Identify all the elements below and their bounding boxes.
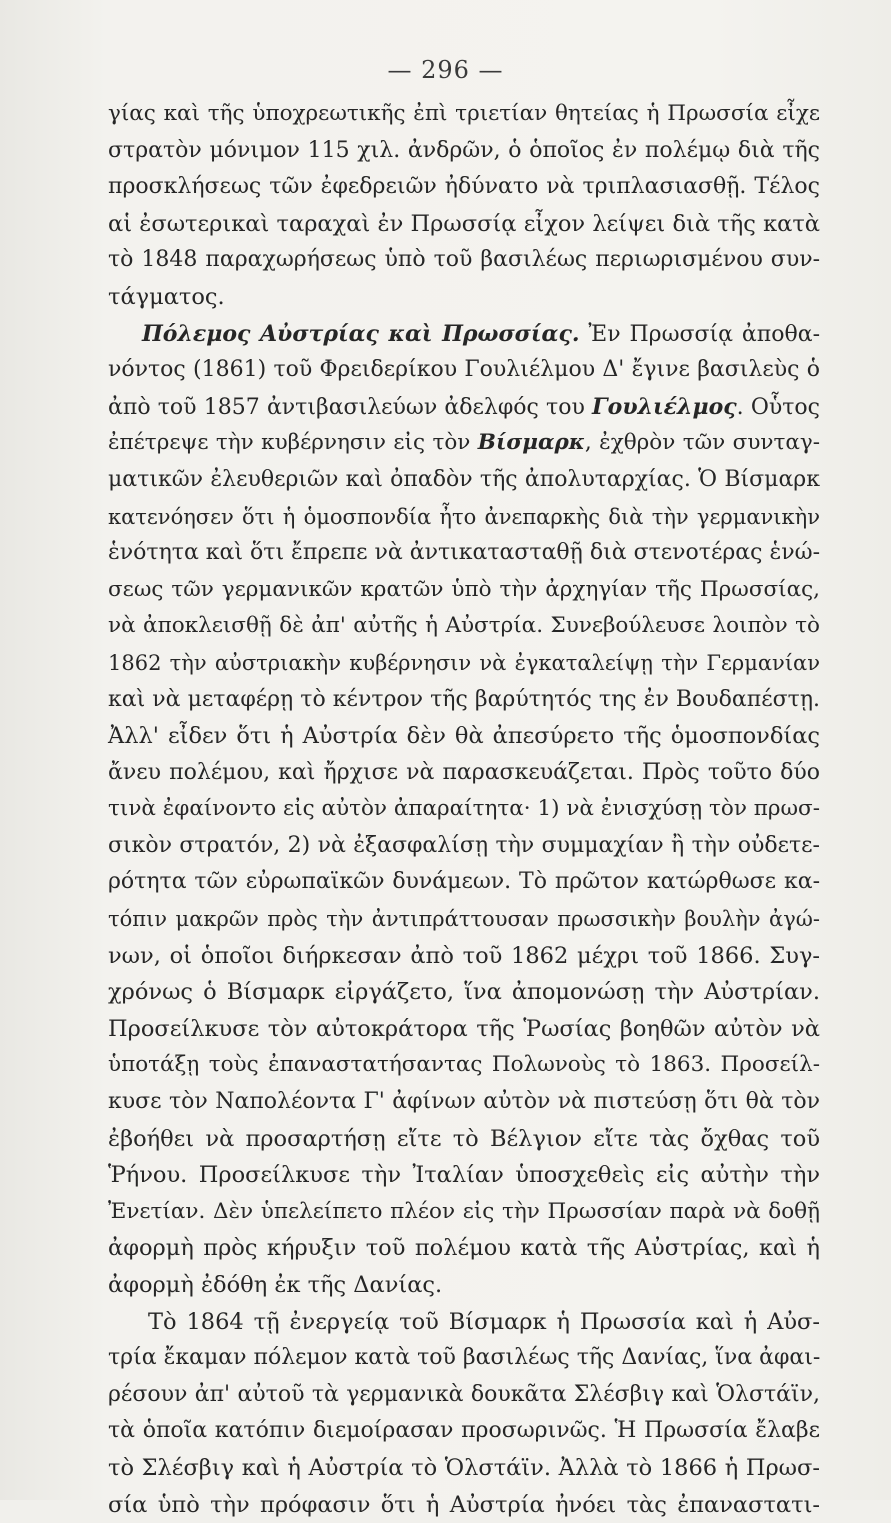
text-line: σεως τῶν γερμανικῶν κρατῶν ὑπὸ τὴν ἀρχηγίαν τῆς Πρωσσίας, bbox=[108, 576, 820, 602]
text-line: ρέσουν ἀπ' αὐτοῦ τὰ γερμανικὰ δουκᾶτα Σλέσβιγ καὶ Ὁλστάϊν, bbox=[108, 1381, 820, 1407]
text-line: τὸ 1848 παραχωρήσεως ὑπὸ τοῦ βασιλέως περιωρισμένου συν- bbox=[108, 247, 820, 273]
text-line: κυσε τὸν Ναπολέοντα Γ' ἀφίνων αὐτὸν νὰ πιστεύσῃ ὅτι θὰ τὸν bbox=[108, 1089, 820, 1115]
text-line: Ἐνετίαν. Δὲν ὑπελείπετο πλέον εἰς τὴν Πρωσσίαν παρὰ νὰ δοθῇ bbox=[108, 1198, 820, 1224]
text-line: καὶ νὰ μεταφέρῃ τὸ κέντρον τῆς βαρύτητός της ἐν Βουδαπέστῃ. bbox=[108, 686, 820, 712]
text-line: τάγματος. bbox=[108, 283, 225, 310]
page-number: — 296 — bbox=[387, 56, 504, 84]
text-line: ρότητα τῶν εὐρωπαϊκῶν δυνάμεων. Τὸ πρῶτον κατώρθωσε κα- bbox=[108, 869, 820, 895]
text-line: τρία ἔκαμαν πόλεμον κατὰ τοῦ βασιλέως τῆς Δανίας, ἵνα ἀφαι- bbox=[108, 1345, 821, 1371]
text-line: τόπιν μακρῶν πρὸς τὴν ἀντιπράττουσαν πρωσσικὴν βουλὴν ἀγώ- bbox=[108, 907, 820, 932]
text-line: 1862 τὴν αὐστριακὴν κυβέρνησιν νὰ ἐγκαταλείψῃ τὴν Γερμανίαν bbox=[108, 650, 820, 675]
text-line bbox=[108, 389, 820, 426]
text-line bbox=[108, 316, 820, 353]
text-line: τὸ Σλέσβιγ καὶ ἡ Αὐστρία τὸ Ὁλστάϊν. Ἀλλὰ τὸ 1866 ἡ Πρωσ- bbox=[108, 1454, 820, 1481]
text-run: Ἐν Πρωσσίᾳ ἀποθα- bbox=[579, 321, 821, 347]
text-line bbox=[108, 425, 820, 462]
text-line: αἱ ἐσωτερικαὶ ταραχαὶ ἐν Πρωσσίᾳ εἶχον λείψει διὰ τῆς κατὰ bbox=[108, 210, 820, 237]
text-line: κατενόησεν ὅτι ἡ ὁμοσπονδία ἦτο ἀνεπαρκὴς διὰ τὴν γερμανικὴν bbox=[108, 504, 820, 529]
text-line: ὑποτάξῃ τοὺς ἐπαναστατήσαντας Πολωνοὺς τὸ 1863. Προσείλ- bbox=[108, 1052, 820, 1078]
body-text bbox=[108, 96, 820, 1523]
text-line: Ἀλλ' εἶδεν ὅτι ἡ Αὐστρία δὲν θὰ ἀπεσύρετο τῆς ὁμοσπονδίας bbox=[108, 723, 820, 750]
text-line: σία ὑπὸ τὴν πρόφασιν ὅτι ἡ Αὐστρία ἠνόει τὰς ἐπαναστατι- bbox=[108, 1491, 820, 1518]
text-line: στρατὸν μόνιμον 115 χιλ. ἀνδρῶν, ὁ ὁποῖος ἐν πολέμῳ διὰ τῆς bbox=[108, 137, 820, 163]
text-line: Προσείλκυσε τὸν αὐτοκράτορα τῆς Ῥωσίας βοηθῶν αὐτὸν νὰ bbox=[108, 1015, 820, 1042]
text-line: ἀφορμὴ πρὸς κήρυξιν τοῦ πολέμου κατὰ τῆς Αὐστρίας, καὶ ἡ bbox=[108, 1235, 820, 1262]
text-line: τινὰ ἐφαίνοντο εἰς αὐτὸν ἀπαραίτητα· 1) νὰ ἐνισχύσῃ τὸν πρωσ- bbox=[108, 796, 820, 822]
emphasized-name: Γουλιέλμος bbox=[592, 393, 737, 420]
text-line: τὰ ὁποῖα κατόπιν διεμοίρασαν προσωρινῶς. Ἡ Πρωσσία ἔλαβε bbox=[108, 1418, 820, 1444]
text-run: ἐπέτρεψε τὴν κυβέρνησιν εἰς τὸν bbox=[108, 430, 478, 456]
emphasized-name: Βίσμαρκ bbox=[477, 430, 585, 456]
text-line: ματικῶν ἐλευθεριῶν καὶ ὀπαδὸν τῆς ἀπολυταρχίας. Ὁ Βίσμαρκ bbox=[108, 466, 820, 492]
text-line: Ῥήνου. Προσείλκυσε τὴν Ἰταλίαν ὑποσχεθεὶς εἰς αὐτὴν τὴν bbox=[108, 1162, 820, 1189]
text-line: χρόνως ὁ Βίσμαρκ εἰργάζετο, ἵνα ἀπομονώσῃ τὴν Αὐστρίαν. bbox=[108, 979, 820, 1006]
text-line: νων, οἱ ὁποῖοι διήρκεσαν ἀπὸ τοῦ 1862 μέχρι τοῦ 1866. Συγ- bbox=[108, 942, 820, 969]
text-line: ἄνευ πολέμου, καὶ ἤρχισε νὰ παρασκευάζεται. Πρὸς τοῦτο δύο bbox=[108, 759, 820, 785]
text-run: . Οὗτος bbox=[736, 394, 820, 420]
text-line: σικὸν στρατόν, 2) νὰ ἐξασφαλίσῃ τὴν συμμαχίαν ἢ τὴν οὐδετε- bbox=[108, 832, 820, 858]
text-run: ἀπὸ τοῦ 1857 ἀντιβασιλεύων ἀδελφός του bbox=[108, 394, 593, 420]
section-heading: Πόλεμος Αὐστρίας καὶ Πρωσσίας. bbox=[142, 320, 580, 347]
text-line: ἑνότητα καὶ ὅτι ἔπρεπε νὰ ἀντικατασταθῇ διὰ στενοτέρας ἑνώ- bbox=[108, 540, 821, 566]
text-line: προσκλήσεως τῶν ἐφεδρειῶν ἠδύνατο νὰ τριπλασιασθῇ. Τέλος bbox=[108, 174, 820, 200]
text-run: , ἐχθρὸν τῶν συνταγ- bbox=[584, 430, 820, 456]
text-line: νὰ ἀποκλεισθῇ δὲ ἀπ' αὐτῆς ἡ Αὐστρία. Συνεβούλευσε λοιπὸν τὸ bbox=[108, 613, 820, 639]
text-line: νόντος (1861) τοῦ Φρειδερίκου Γουλιέλμου Δ' ἔγινε βασιλεὺς ὁ bbox=[108, 357, 820, 383]
text-line: Τὸ 1864 τῇ ἐνεργείᾳ τοῦ Βίσμαρκ ἡ Πρωσσία καὶ ἡ Αὐσ- bbox=[148, 1308, 820, 1335]
text-line: ἀφορμὴ ἐδόθη ἐκ τῆς Δανίας. bbox=[108, 1272, 443, 1298]
text-line: γίας καὶ τῆς ὑποχρεωτικῆς ἐπὶ τριετίαν θητείας ἡ Πρωσσία εἶχε bbox=[108, 101, 820, 126]
text-line: ἐβοήθει νὰ προσαρτήσῃ εἴτε τὸ Βέλγιον εἴτε τὰς ὄχθας τοῦ bbox=[108, 1125, 820, 1152]
